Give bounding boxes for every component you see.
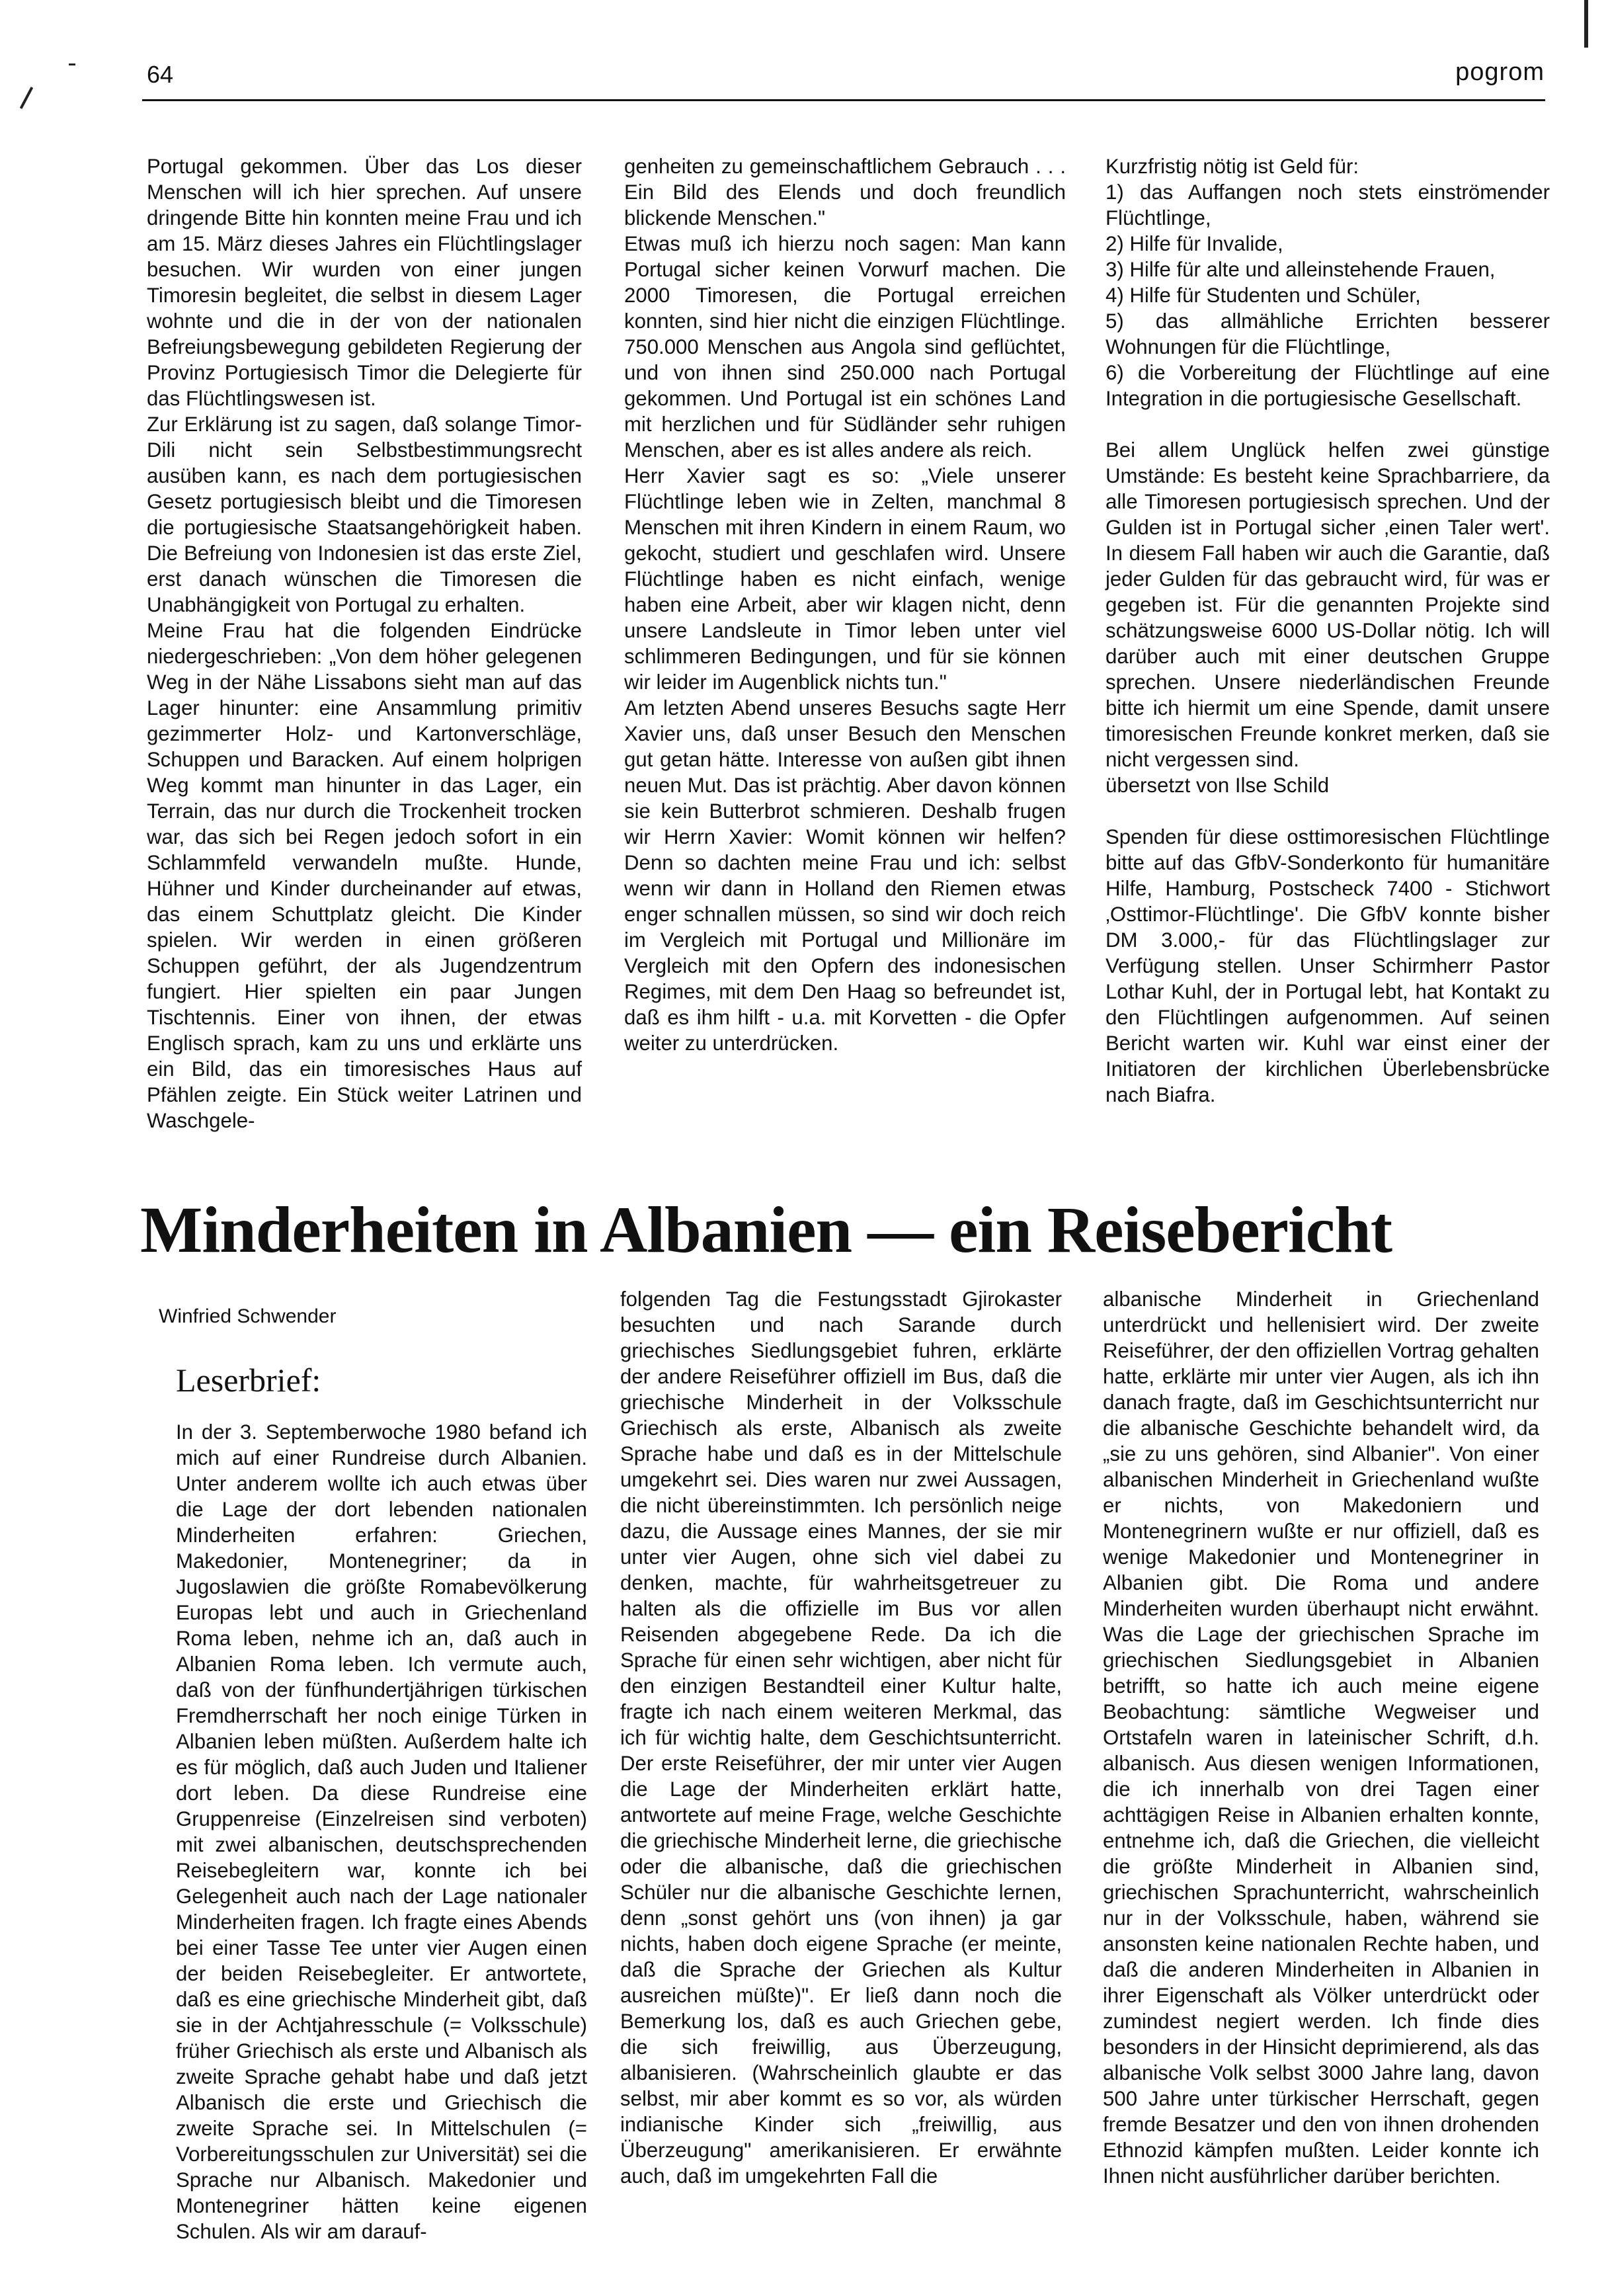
paragraph: Meine Frau hat die folgenden Eindrücke niedergeschrieben: „Von dem höher gelegenen Weg in der Nähe Lissabons sieht man auf das Lager hinunter: eine Ansammlung primitiv gezimmerter Holz- und Kartonverschläge, Schuppen und Baracken. Auf einem holprigen Weg kommt man hinunter in das Lager, ein Terrain, das nur durch die Trockenheit trocken war, das sich bei Regen jedoch sofort in ein Schlammfeld verwandeln mußte. Hunde, Hühner und Kinder durcheinander auf etwas, das einem Schuttplatz gleicht. Die Kinder spielen. Wir werden in einen größeren Schuppen geführt, der als Jugendzentrum fungiert. Hier spielten ein paar Jungen Tischtennis. Einer von ihnen, der etwas Englisch sprach, kam zu uns und erklärte uns ein Bild, das ein timoresisches Haus auf Pfählen zeigte. Ein Stück weiter Latrinen und Waschgele- bbox=[147, 619, 582, 1132]
translator-credit: übersetzt von Ilse Schild bbox=[1106, 774, 1330, 797]
paragraph: Spenden für diese osttimoresischen Flüchtlinge bitte auf das GfbV-Sonderkonto für humanitäre Hilfe, Hamburg, Postscheck 7400 - Stichwort ‚Osttimor-Flüchtlinge'. Die GfbV konnte bisher DM 3.000,- für das Flüchtlingslager zur Verfügung stellen. Unser Schirmherr Pastor Lothar Kuhl, der in Portugal lebt, hat Kontakt zu den Flüchtlingen aufgenommen. Auf seinen Bericht warten wir. Kuhl war einst einer der Initiatoren der kirchlichen Überlebensbrücke nach Biafra. bbox=[1106, 825, 1550, 1106]
paragraph: Herr Xavier sagt es so: „Viele unserer Flüchtlinge leben wie in Zelten, manchmal 8 Menschen mit ihren Kindern in einem Raum, wo gekocht, studiert und geschlafen wird. Unsere Flüchtlinge haben es nicht einfach, wenige haben eine Arbeit, aber wir klagen nicht, denn unsere Landsleute in Timor leben unter viel schlimmeren Bedingungen, und für sie können wir leider im Augenblick nichts tun." bbox=[624, 464, 1066, 694]
scan-speck bbox=[20, 87, 33, 109]
paragraph: albanische Minderheit in Griechenland unterdrückt und hellenisiert wird. Der zweite Reiseführer, der den offiziellen Vortrag gehalten hatte, erklärte mir unter vier Augen, als ich ihn danach fragte, daß im Geschichtsunterricht nur die albanische Geschichte behandelt wird, da „sie zu uns gehören, sind Albanier". Von einer albanischen Minderheit in Griechenland wußte er nichts, von Makedoniern und Montenegrinern wußte er nur offiziell, daß es wenige Makedonier und Montenegriner in Albanien gibt. Die Roma und andere Minderheiten wurden überhaupt nicht erwähnt. Was die Lage der griechischen Sprache im griechischen Siedlungsgebiet in Albanien betrifft, so hatte ich auch meine eigene Beobachtung: sämtliche Wegweiser und Ortstafeln waren in lateinischer Schrift, d.h. albanisch. Aus diesen wenigen Informationen, die ich innerhalb von drei Tagen einer achttägigen Reise in Albanien erhalten konnte, entnehme ich, daß die Griechen, die vielleicht die größte Minderheit in Albanien sind, griechischen Sprachunterricht, wahrscheinlich nur in der Volksschule, haben, während sie ansonsten keine nationalen Rechte haben, und daß die anderen Minderheiten in Albanien in ihrer Eigenschaft als Völker unterdrückt oder zumindest negiert werden. Ich finde dies besonders in der Hinsicht deprimierend, als das albanische Volk selbst 3000 Jahre lang, davon 500 Jahre unter türkischer Herrschaft, gegen fremde Besatzer und den von ihnen drohenden Ethnozid kämpfen mußten. Leider konnte ich Ihnen nicht ausführlicher darüber berichten. bbox=[1103, 1288, 1539, 2188]
list-item: 6) die Vorbereitung der Flüchtlinge auf eine Integration in die portugiesische Gesellschaft. bbox=[1106, 361, 1550, 410]
scan-speck bbox=[1584, 0, 1588, 48]
list-item: 4) Hilfe für Studenten und Schüler, bbox=[1106, 284, 1421, 307]
header-rule bbox=[142, 99, 1545, 101]
article1-column-3 bbox=[1106, 153, 1550, 1108]
article1-column-2 bbox=[624, 153, 1066, 1056]
paragraph: Etwas muß ich hierzu noch sagen: Man kann Portugal sicher keinen Vorwurf machen. Die 2000 Timoresen, die Portugal erreichen konnten, sind hier nicht die einzigen Flüchtlinge. 750.000 Menschen aus Angola sind geflüchtet, und von ihnen sind 250.000 nach Portugal gekommen. Und Portugal ist ein schönes Land mit herzlichen und für Südländer sehr ruhigen Menschen, aber es ist alles andere als reich. bbox=[624, 232, 1066, 462]
list-item: 1) das Auffangen noch stets einströmender Flüchtlinge, bbox=[1106, 181, 1550, 229]
paragraph: Am letzten Abend unseres Besuchs sagte Herr Xavier uns, daß unser Besuch den Menschen gut getan hätte. Interesse von außen gibt ihnen neuen Mut. Das ist prächtig. Aber davon können sie kein Butterbrot schmieren. Deshalb frugen wir Herrn Xavier: Womit können wir helfen? Denn so dachten meine Frau und ich: selbst wenn wir dann in Holland den Riemen etwas enger schnallen müssen, so sind wir doch reich im Vergleich mit Portugal und Millionäre im Vergleich mit den Opfern des indonesischen Regimes, mit dem Den Haag so befreundet ist, daß es ihm hilft - u.a. mit Korvetten - die Opfer weiter zu unterdrücken. bbox=[624, 696, 1066, 1055]
list-item: 5) das allmähliche Errichten besserer Wohnungen für die Flüchtlinge, bbox=[1106, 309, 1550, 358]
scan-speck bbox=[69, 63, 75, 65]
article2-column-1 bbox=[176, 1419, 587, 2244]
article-title: Minderheiten in Albanien — ein Reisebericht bbox=[140, 1193, 1392, 1266]
article2-column-3 bbox=[1103, 1286, 1539, 2189]
list-item: 3) Hilfe für alte und alleinstehende Frauen, bbox=[1106, 258, 1496, 281]
paragraph: genheiten zu gemeinschaftlichem Gebrauch . . . Ein Bild des Elends und doch freundlich blickende Menschen." bbox=[624, 155, 1066, 229]
article1-column-1 bbox=[147, 153, 582, 1133]
paragraph: Bei allem Unglück helfen zwei günstige Umstände: Es besteht keine Sprachbarriere, da alle Timoresen portugiesisch sprechen. Und der Gulden ist in Portugal sicher ‚einen Taler wert'. In diesem Fall haben wir auch die Garantie, daß jeder Gulden für das gebraucht wird, für was er gegeben ist. Für die genannten Projekte sind schätzungsweise 6000 US-Dollar nötig. Ich will darüber auch mit einer deutschen Gruppe sprechen. Unsere niederländischen Freunde bitte ich hiermit um eine Spende, damit unsere timoresischen Freunde konkret merken, daß sie nicht vergessen sind. bbox=[1106, 438, 1550, 771]
author-name: Winfried Schwender bbox=[159, 1305, 337, 1327]
list-item: 2) Hilfe für Invalide, bbox=[1106, 232, 1283, 255]
paragraph: Kurzfristig nötig ist Geld für: bbox=[1106, 155, 1359, 178]
paragraph: Zur Erklärung ist zu sagen, daß solange Timor-Dili nicht sein Selbstbestimmungsrecht ausüben kann, es nach dem portugiesischen Gesetz portugiesisch bleibt und die Timoresen die portugiesische Staatsangehörigkeit haben. Die Befreiung von Indonesien ist das erste Ziel, erst danach wünschen die Timoresen die Unabhängigkeit von Portugal zu erhalten. bbox=[147, 413, 582, 616]
paragraph: Portugal gekommen. Über das Los dieser Menschen will ich hier sprechen. Auf unsere dringende Bitte hin konnten meine Frau und ich am 15. März dieses Jahres ein Flüchtlingslager besuchen. Wir wurden von einer jungen Timoresin begleitet, die selbst in diesem Lager wohnte und die in der von der nationalen Befreiungsbewegung gebildeten Regierung der Provinz Portugiesisch Timor die Delegierte für das Flüchtlingswesen ist. bbox=[147, 155, 582, 410]
article2-column-2 bbox=[620, 1286, 1062, 2189]
section-subheading: Leserbrief: bbox=[176, 1362, 321, 1399]
magazine-name: pogrom bbox=[1455, 58, 1545, 86]
paragraph: folgenden Tag die Festungsstadt Gjirokaster besuchten und nach Sarande durch griechisches Siedlungsgebiet fuhren, erklärte der andere Reiseführer offiziell im Bus, daß die griechische Minderheit in der Volksschule Griechisch als erste, Albanisch als zweite Sprache habe und daß es in der Mittelschule umgekehrt sei. Dies waren nur zwei Aussagen, die nicht übereinstimmten. Ich persönlich neige dazu, die Aussage eines Mannes, der sie mir unter vier Augen, ohne sich viel dabei zu denken, machte, für wahrheitsgetreuer zu halten als die offizielle im Bus vor allen Reisenden abgegebene Rede. Da ich die Sprache für einen sehr wichtigen, aber nicht für den einzigen Bestandteil einer Kultur halte, fragte ich nach einem weiteren Merkmal, das ich für wichtig halte, dem Geschichtsunterricht. Der erste Reiseführer, der mir unter vier Augen die Lage der Minderheiten erklärt hatte, antwortete auf meine Frage, welche Geschichte die griechische Minderheit lerne, die griechische oder die albanische, daß die griechischen Schüler nur die albanische Geschichte lernen, denn „sonst gehört uns (von ihnen) ja gar nichts, haben doch eigene Sprache (er meinte, daß die Sprache der Griechen als Kultur ausreichen müßte)". Er ließ dann noch die Bemerkung los, daß es auch Griechen gebe, die sich freiwillig, aus Überzeugung, albanisieren. (Wahrscheinlich glaubte er das selbst, mir aber kommt es so vor, als würden indianische Kinder sich „freiwillig, aus Überzeugung" amerikanisieren. Er erwähnte auch, daß im umgekehrten Fall die bbox=[620, 1288, 1062, 2188]
page-number: 64 bbox=[147, 61, 174, 88]
paragraph: In der 3. Septemberwoche 1980 befand ich mich auf einer Rundreise durch Albanien. Unter anderem wollte ich auch etwas über die Lage der dort lebenden nationalen Minderheiten erfahren: Griechen, Makedonier, Montenegriner; da in Jugoslawien die größte Romabevölkerung Europas lebt und auch in Griechenland Roma leben, nehme ich an, daß auch in Albanien Roma leben. Ich vermute auch, daß von der fünfhundertjährigen türkischen Fremdherrschaft her noch einige Türken in Albanien leben müßten. Außerdem halte ich es für möglich, daß auch Juden und Italiener dort leben. Da diese Rundreise eine Gruppenreise (Einzelreisen sind verboten) mit zwei albanischen, deutschsprechenden Reisebegleitern war, konnte ich bei Gelegenheit auch nach der Lage nationaler Minderheiten fragen. Ich fragte eines Abends bei einer Tasse Tee unter vier Augen einen der beiden Reisebegleiter. Er antwortete, daß es eine griechische Minderheit gibt, daß sie in der Achtjahresschule (= Volksschule) früher Griechisch als erste und Albanisch als zweite Sprache gehabt habe und daß jetzt Albanisch die erste und Griechisch die zweite Sprache sei. In Mittelschulen (= Vorbereitungsschulen zur Universität) sei die Sprache nur Albanisch. Makedonier und Montenegriner hätten keine eigenen Schulen. Als wir am darauf- bbox=[176, 1420, 587, 2243]
